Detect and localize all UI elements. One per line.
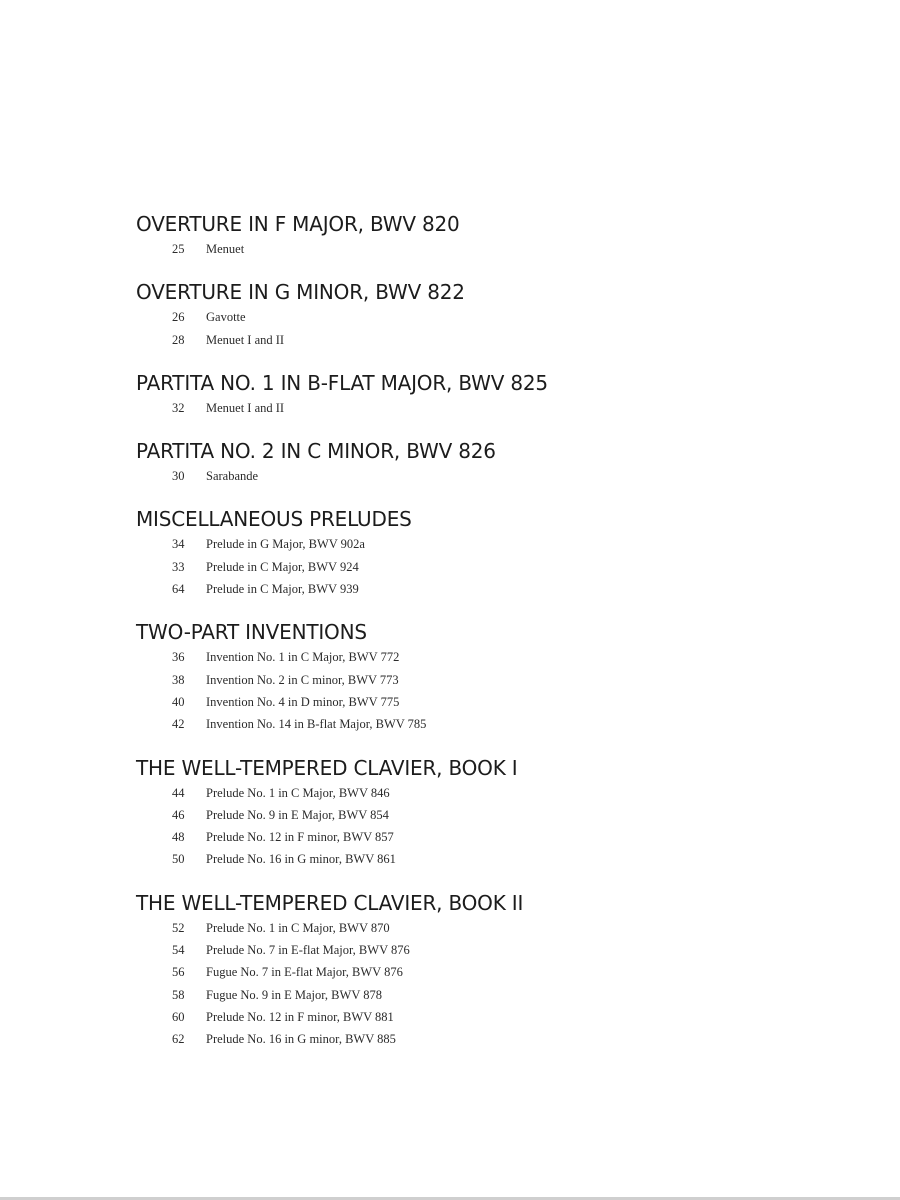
toc-entry <box>136 691 836 713</box>
entry-page-number: 48 <box>172 830 185 845</box>
toc-entry <box>136 713 836 735</box>
entry-page-number: 30 <box>172 469 185 484</box>
section-entries <box>136 397 836 419</box>
section-entries <box>136 782 836 871</box>
toc-entry <box>136 533 836 555</box>
entry-title: Invention No. 4 in D minor, BWV 775 <box>206 694 400 709</box>
entry-title: Gavotte <box>206 310 246 325</box>
toc-entry <box>136 1006 836 1028</box>
section-spacer <box>136 487 836 505</box>
entry-page-number: 44 <box>172 785 185 800</box>
section-spacer <box>136 419 836 437</box>
entry-title: Prelude No. 16 in G minor, BWV 861 <box>206 852 396 867</box>
entry-page-number: 26 <box>172 310 185 325</box>
section-spacer <box>136 600 836 618</box>
toc-section <box>136 437 836 487</box>
entry-page-number: 46 <box>172 807 185 822</box>
entry-page-number: 42 <box>172 717 185 732</box>
toc-entry <box>136 848 836 870</box>
entry-page-number: 38 <box>172 672 185 687</box>
toc-entry <box>136 397 836 419</box>
entry-page-number: 33 <box>172 559 185 574</box>
toc-entry <box>136 669 836 691</box>
entry-page-number: 60 <box>172 1009 185 1024</box>
section-entries <box>136 646 836 735</box>
toc-section <box>136 754 836 871</box>
toc-section <box>136 369 836 419</box>
entry-title: Menuet I and II <box>206 400 285 415</box>
toc-entry <box>136 826 836 848</box>
entry-title: Fugue No. 7 in E-flat Major, BWV 876 <box>206 965 403 980</box>
section-spacer <box>136 260 836 278</box>
entry-title: Invention No. 14 in B-flat Major, BWV 785 <box>206 717 427 732</box>
entry-title: Prelude in C Major, BWV 939 <box>206 582 359 597</box>
toc-section <box>136 618 836 735</box>
section-entries <box>136 533 836 600</box>
entry-title: Prelude No. 1 in C Major, BWV 846 <box>206 785 390 800</box>
toc-entry <box>136 578 836 600</box>
entry-page-number: 50 <box>172 852 185 867</box>
section-spacer <box>136 351 836 369</box>
table-of-contents <box>136 210 836 1051</box>
entry-title: Prelude in G Major, BWV 902a <box>206 537 365 552</box>
entry-title: Prelude No. 7 in E-flat Major, BWV 876 <box>206 943 410 958</box>
toc-entry <box>136 1028 836 1050</box>
toc-entry <box>136 329 836 351</box>
entry-title: Invention No. 1 in C Major, BWV 772 <box>206 650 400 665</box>
toc-entry <box>136 556 836 578</box>
entry-page-number: 34 <box>172 537 185 552</box>
entry-title: Fugue No. 9 in E Major, BWV 878 <box>206 987 382 1002</box>
section-title: PARTITA NO. 2 IN C MINOR, BWV 826 <box>136 439 496 464</box>
entry-title: Prelude No. 9 in E Major, BWV 854 <box>206 807 389 822</box>
entry-title: Menuet <box>206 242 245 256</box>
toc-section <box>136 210 836 260</box>
toc-section <box>136 505 836 600</box>
toc-entry <box>136 465 836 487</box>
entry-page-number: 62 <box>172 1032 185 1047</box>
toc-entry <box>136 782 836 804</box>
section-title: THE WELL-TEMPERED CLAVIER, BOOK II <box>136 890 524 915</box>
section-title: MISCELLANEOUS PRELUDES <box>136 507 412 532</box>
section-title: TWO-PART INVENTIONS <box>136 620 367 645</box>
section-entries <box>136 306 836 351</box>
entry-title: Prelude No. 12 in F minor, BWV 857 <box>206 830 394 845</box>
entry-page-number: 28 <box>172 332 185 347</box>
entry-page-number: 56 <box>172 965 185 980</box>
entry-title: Menuet I and II <box>206 332 285 347</box>
toc-entry <box>136 238 836 260</box>
entry-page-number: 32 <box>172 400 185 415</box>
entry-page-number: 58 <box>172 987 185 1002</box>
section-title: THE WELL-TEMPERED CLAVIER, BOOK I <box>136 755 518 780</box>
entry-title: Prelude No. 1 in C Major, BWV 870 <box>206 920 390 935</box>
toc-entry <box>136 917 836 939</box>
entry-title: Prelude in C Major, BWV 924 <box>206 559 359 574</box>
toc-section <box>136 278 836 351</box>
toc-entry <box>136 306 836 328</box>
section-entries <box>136 238 836 260</box>
entry-title: Invention No. 2 in C minor, BWV 773 <box>206 672 399 687</box>
toc-section <box>136 889 836 1051</box>
section-entries <box>136 465 836 487</box>
entry-title: Prelude No. 12 in F minor, BWV 881 <box>206 1009 394 1024</box>
entry-page-number: 52 <box>172 920 185 935</box>
section-spacer <box>136 736 836 754</box>
entry-title: Prelude No. 16 in G minor, BWV 885 <box>206 1032 396 1047</box>
toc-entry <box>136 961 836 983</box>
toc-entry <box>136 646 836 668</box>
section-title: OVERTURE IN F MAJOR, BWV 820 <box>136 212 460 236</box>
entry-page-number: 36 <box>172 650 185 665</box>
entry-page-number: 25 <box>172 242 185 256</box>
section-entries <box>136 917 836 1051</box>
entry-page-number: 64 <box>172 582 185 597</box>
entry-page-number: 40 <box>172 694 185 709</box>
toc-entry <box>136 939 836 961</box>
section-spacer <box>136 871 836 889</box>
toc-entry <box>136 804 836 826</box>
entry-page-number: 54 <box>172 943 185 958</box>
section-title: OVERTURE IN G MINOR, BWV 822 <box>136 280 465 305</box>
section-title: PARTITA NO. 1 IN B-FLAT MAJOR, BWV 825 <box>136 370 548 395</box>
entry-title: Sarabande <box>206 469 259 484</box>
toc-entry <box>136 984 836 1006</box>
